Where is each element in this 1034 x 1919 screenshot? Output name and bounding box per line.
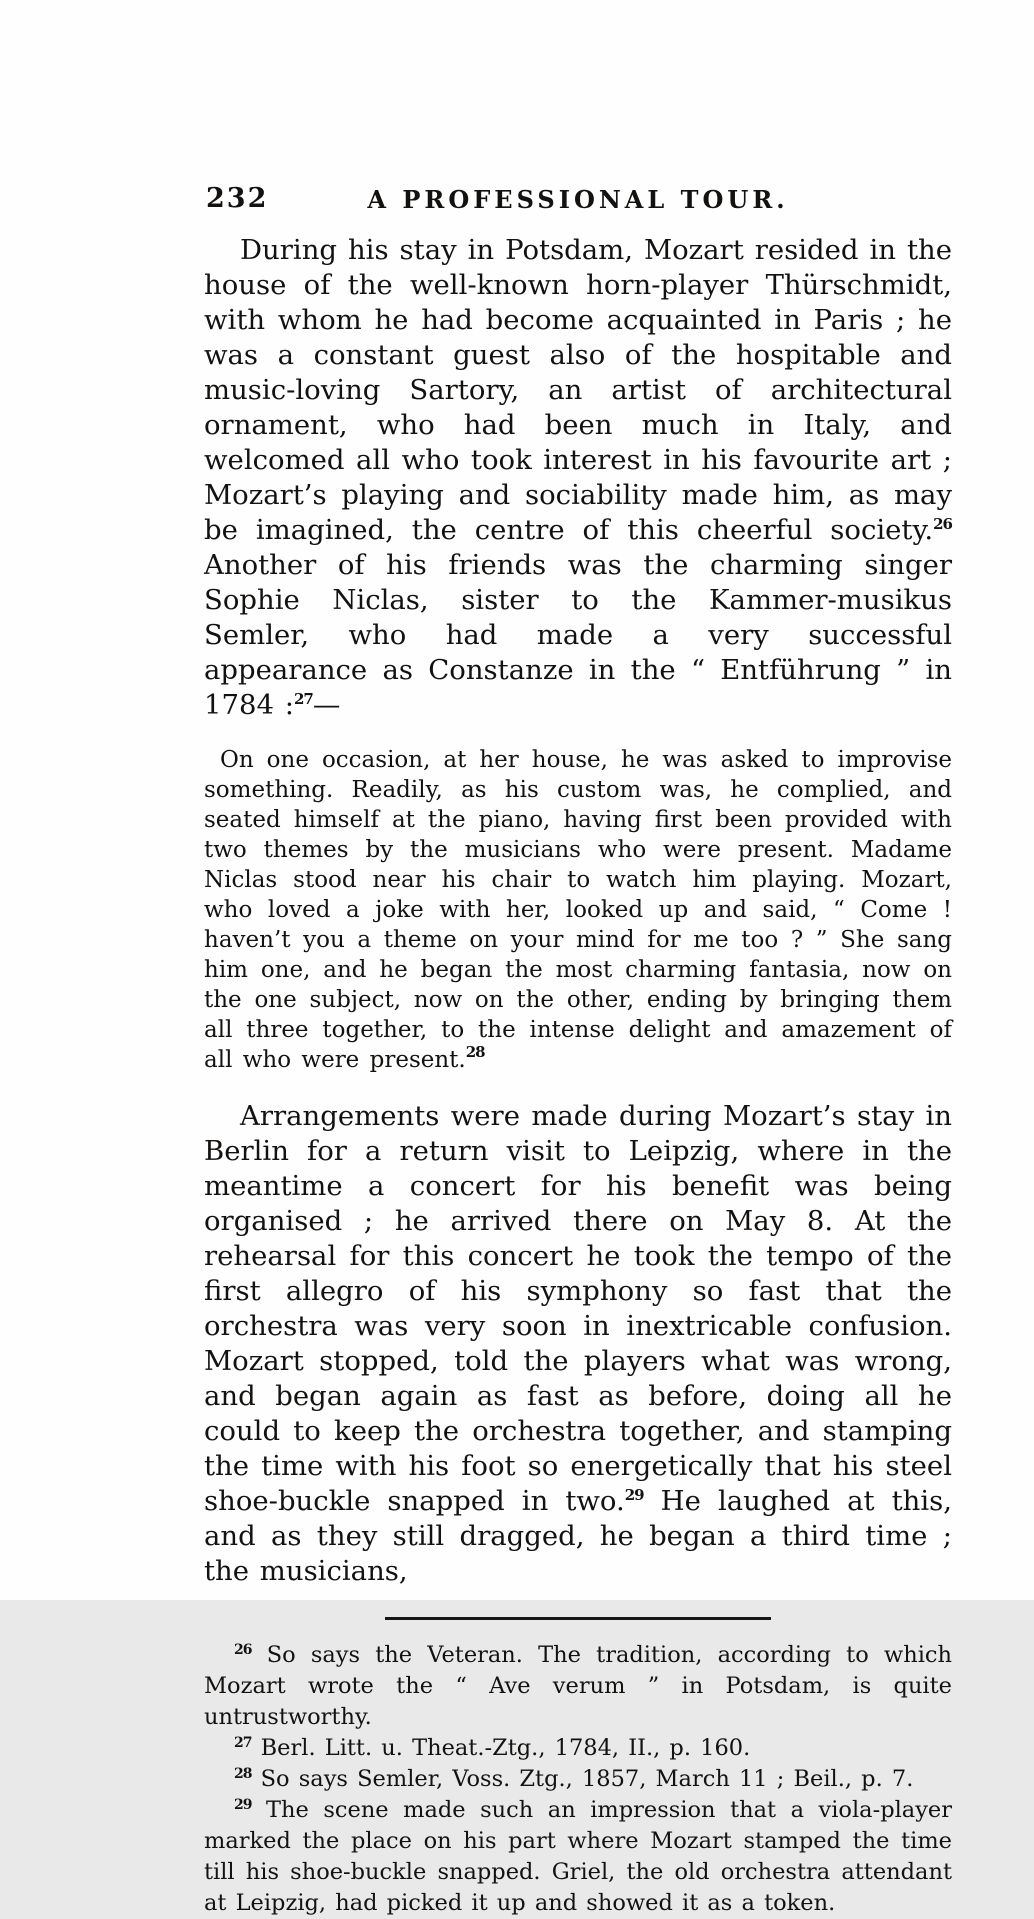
footnote-29 bbox=[204, 1795, 952, 1919]
footnote-26-text: So says the Veteran. The tradition, according to which Mozart wrote the “ Ave verum ” in Potsdam, is quite untrustworthy. bbox=[204, 1642, 952, 1730]
footnote-ref-28: 28 bbox=[465, 1043, 485, 1061]
paragraph-1 bbox=[204, 233, 952, 723]
footnote-26-marker: 26 bbox=[234, 1642, 252, 1658]
footnote-29-marker: 29 bbox=[234, 1797, 252, 1813]
footnote-ref-27: 27 bbox=[294, 690, 313, 708]
paragraph-1-dash: — bbox=[312, 689, 341, 721]
text-block bbox=[204, 183, 952, 1919]
running-title: A PROFESSIONAL TOUR. bbox=[367, 185, 789, 214]
footnote-27-text: Berl. Litt. u. Theat.-Ztg., 1784, II., p. 160. bbox=[260, 1735, 751, 1761]
page-number: 232 bbox=[206, 183, 269, 214]
paragraph-2 bbox=[204, 1099, 952, 1589]
footnote-ref-29: 29 bbox=[624, 1486, 644, 1504]
paragraph-2-text-a: Arrangements were made during Mozart’s stay in Berlin for a return visit to Leipzig, where in the meantime a concert for his benefit was being organised ; he arrived there on May 8. At the rehearsal for this concert he took the tempo of the first allegro of his symphony so fast that the orchestra was very soon in inextricable confusion. Mozart stopped, told the players what was wrong, and began again as fast as before, doing all he could to keep the orchestra together, and stamping the time with his foot so energetically that his steel shoe-buckle snapped in two. bbox=[204, 1100, 952, 1517]
footnote-28-text: So says Semler, Voss. Ztg., 1857, March 11 ; Beil., p. 7. bbox=[260, 1766, 914, 1792]
paragraph-2-text-b: He laughed at this, and as they still dragged, he began a third time ; the musicians, bbox=[204, 1485, 952, 1587]
paragraph-1-text-b: Another of his friends was the charming singer Sophie Niclas, sister to the Kammer-musikus Semler, who had made a very successful appearance as Constanze in the “ Entführung ” in 1784 : bbox=[204, 549, 952, 721]
inset-quote-text: On one occasion, at her house, he was asked to improvise something. Readily, as his custom was, he complied, and seated himself at the piano, having first been provided with two themes by the musicians who were present. Madame Niclas stood near his chair to watch him playing. Mozart, who loved a joke with her, looked up and said, “ Come ! haven’t you a theme on your mind for me too ? ” She sang him one, and he began the most charming fantasia, now on the one subject, now on the other, ending by bringing them all three together, to the intense delight and amazement of all who were present. bbox=[204, 747, 952, 1073]
footnote-28-marker: 28 bbox=[234, 1766, 252, 1782]
footnote-27 bbox=[204, 1733, 952, 1764]
paragraph-1-text-a: During his stay in Potsdam, Mozart resided in the house of the well-known horn-player Thürschmidt, with whom he had become acquainted in Paris ; he was a constant guest also of the hospitable and music-loving Sartory, an artist of architectural ornament, who had been much in Italy, and welcomed all who took interest in his favourite art ; Mozart’s playing and sociability made him, as may be imagined, the centre of this cheerful society. bbox=[204, 234, 952, 546]
footnote-rule bbox=[385, 1617, 771, 1620]
footnote-27-marker: 27 bbox=[234, 1735, 252, 1751]
running-head bbox=[204, 183, 952, 217]
footnotes bbox=[204, 1640, 952, 1919]
inset-quote bbox=[204, 745, 952, 1075]
footnote-ref-26: 26 bbox=[933, 515, 952, 533]
footnote-29-text: The scene made such an impression that a viola-player marked the place on his part where Mozart stamped the time till his shoe-buckle snapped. Griel, the old orchestra attendant at Leipzig, had picked it up and showed it as a token. bbox=[204, 1797, 952, 1916]
footnote-26 bbox=[204, 1640, 952, 1733]
footnote-28 bbox=[204, 1764, 952, 1795]
